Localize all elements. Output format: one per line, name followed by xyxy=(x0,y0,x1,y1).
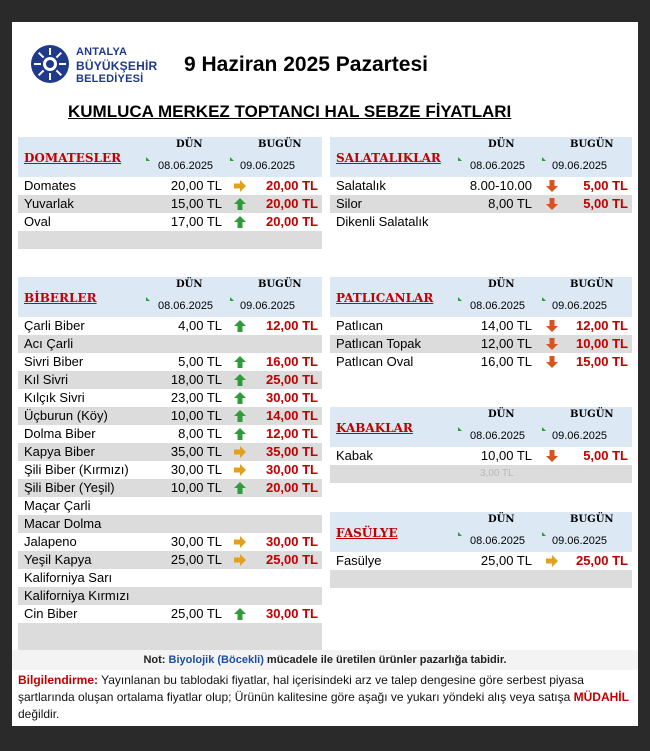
page-title: KUMLUCA MERKEZ TOPTANCI HAL SEBZE FİYATLARI xyxy=(68,102,512,121)
product-name: Maçar Çarli xyxy=(24,498,91,513)
table-row xyxy=(18,407,322,425)
product-name: Patlıcan Oval xyxy=(336,354,414,369)
section-header xyxy=(330,512,632,552)
current-price: 30,00 TL xyxy=(265,462,318,477)
table-row xyxy=(18,479,322,497)
prev-date: 08.06.2025 xyxy=(158,160,214,172)
product-name: Şili Biber (Kırmızı) xyxy=(24,462,129,477)
current-price: 20,00 TL xyxy=(265,480,318,495)
prev-col-label: DÜN xyxy=(488,409,515,420)
down-icon xyxy=(546,356,558,368)
section-header xyxy=(330,407,632,447)
up-icon xyxy=(234,356,246,368)
note-prefix: Not: xyxy=(143,654,166,666)
section-domatesler xyxy=(18,137,322,249)
product-name: Kapya Biber xyxy=(24,444,95,459)
prev-col-label: DÜN xyxy=(488,514,515,525)
info-paragraph xyxy=(18,672,632,723)
product-name: Silor xyxy=(336,196,363,211)
product-name: Patlıcan xyxy=(336,318,383,333)
product-name: Dolma Biber xyxy=(24,426,96,441)
cell-marker-icon xyxy=(230,297,234,301)
table-row xyxy=(330,335,632,353)
note-highlight: Biyolojik (Böcekli) xyxy=(168,654,264,666)
section-rows xyxy=(330,317,632,371)
current-price: 10,00 TL xyxy=(575,336,628,351)
price-sheet xyxy=(12,22,638,726)
product-name: Domates xyxy=(24,178,77,193)
info-end: değildir. xyxy=(18,707,60,721)
table-row xyxy=(18,353,322,371)
footer-note xyxy=(12,650,638,670)
cur-col-label: BUGÜN xyxy=(258,279,302,290)
product-name: Cin Biber xyxy=(24,606,78,621)
section-name: DOMATESLER xyxy=(24,151,122,165)
cell-marker-icon xyxy=(458,297,462,301)
table-row xyxy=(18,443,322,461)
antalya-sun-logo-icon xyxy=(30,44,70,84)
cur-date: 09.06.2025 xyxy=(240,300,296,312)
current-price: 25,00 TL xyxy=(265,552,318,567)
product-name: Patlıcan Topak xyxy=(336,336,422,351)
table-row xyxy=(330,213,632,231)
prev-price: 25,00 TL xyxy=(480,553,532,568)
table-row xyxy=(18,497,322,515)
cell-marker-icon xyxy=(458,532,462,536)
product-name: Çarli Biber xyxy=(24,318,85,333)
prev-price: 4,00 TL xyxy=(178,318,222,333)
down-icon xyxy=(546,320,558,332)
current-price: 12,00 TL xyxy=(265,318,318,333)
product-name: Üçburun (Köy) xyxy=(24,408,108,423)
prev-date: 08.06.2025 xyxy=(470,430,526,442)
filler-row xyxy=(18,231,322,249)
table-row xyxy=(330,177,632,195)
section-rows xyxy=(330,177,632,231)
down-icon xyxy=(546,450,558,462)
prev-price: 10,00 TL xyxy=(170,408,222,423)
section-patlicanlar xyxy=(330,277,632,371)
cur-date: 09.06.2025 xyxy=(552,300,608,312)
filler-row xyxy=(330,570,632,588)
table-row xyxy=(18,371,322,389)
prev-col-label: DÜN xyxy=(488,139,515,150)
product-name: Kaliforniya Sarı xyxy=(24,570,113,585)
prev-date: 08.06.2025 xyxy=(470,535,526,547)
page-date: 9 Haziran 2025 Pazartesi xyxy=(184,53,428,76)
section-rows xyxy=(330,447,632,465)
section-name: SALATALIKLAR xyxy=(336,151,441,165)
prev-date: 08.06.2025 xyxy=(470,300,526,312)
prev-date: 08.06.2025 xyxy=(158,300,214,312)
up-icon xyxy=(234,392,246,404)
current-price: 25,00 TL xyxy=(575,553,628,568)
prev-price: 20,00 TL xyxy=(170,178,222,193)
filler-row xyxy=(330,465,632,483)
section-salataliklar xyxy=(330,137,632,231)
same-icon xyxy=(546,555,558,567)
prev-price: 17,00 TL xyxy=(170,214,222,229)
current-price: 25,00 TL xyxy=(265,372,318,387)
current-price: 12,00 TL xyxy=(265,426,318,441)
prev-price: 30,00 TL xyxy=(170,534,222,549)
table-row xyxy=(18,515,322,533)
current-price: 30,00 TL xyxy=(265,390,318,405)
prev-price: 35,00 TL xyxy=(170,444,222,459)
prev-col-label: DÜN xyxy=(176,279,203,290)
product-name: Acı Çarli xyxy=(24,336,74,351)
up-icon xyxy=(234,608,246,620)
product-name: Macar Dolma xyxy=(24,516,102,531)
org-name-line: BÜYÜKŞEHİR xyxy=(76,59,158,73)
same-icon xyxy=(234,180,246,192)
table-row xyxy=(330,317,632,335)
info-emphasis: MÜDAHİL xyxy=(573,690,629,704)
prev-price: 8.00-10.00 xyxy=(469,178,532,193)
prev-price: 10,00 TL xyxy=(480,448,532,463)
product-name: Kaliforniya Kırmızı xyxy=(24,588,130,603)
section-rows xyxy=(18,317,322,623)
current-price: 20,00 TL xyxy=(265,196,318,211)
table-row xyxy=(330,447,632,465)
product-name: Salatalık xyxy=(336,178,386,193)
up-icon xyxy=(234,482,246,494)
current-price: 30,00 TL xyxy=(265,534,318,549)
current-price: 20,00 TL xyxy=(265,214,318,229)
cell-marker-icon xyxy=(542,427,546,431)
prev-price: 8,00 TL xyxy=(178,426,222,441)
section-header xyxy=(18,277,322,317)
current-price: 5,00 TL xyxy=(583,196,628,211)
section-biberler xyxy=(18,277,322,663)
up-icon xyxy=(234,216,246,228)
up-icon xyxy=(234,320,246,332)
table-row xyxy=(18,317,322,335)
table-row xyxy=(18,569,322,587)
product-name: Kılçık Sivri xyxy=(24,390,85,405)
cur-col-label: BUGÜN xyxy=(258,139,302,150)
section-name: BİBERLER xyxy=(24,291,97,305)
current-price: 5,00 TL xyxy=(583,448,628,463)
table-row xyxy=(18,605,322,623)
prev-price: 25,00 TL xyxy=(170,552,222,567)
cur-col-label: BUGÜN xyxy=(570,514,614,525)
product-name: Şili Biber (Yeşil) xyxy=(24,480,115,495)
table-row xyxy=(18,389,322,407)
product-name: Oval xyxy=(24,214,51,229)
cur-col-label: BUGÜN xyxy=(570,409,614,420)
product-name: Sivri Biber xyxy=(24,354,84,369)
cell-marker-icon xyxy=(146,297,150,301)
faded-price: 3,00 TL xyxy=(480,468,514,479)
up-icon xyxy=(234,198,246,210)
cur-date: 09.06.2025 xyxy=(552,430,608,442)
cell-marker-icon xyxy=(542,157,546,161)
table-row xyxy=(18,587,322,605)
table-row xyxy=(330,552,632,570)
table-row xyxy=(18,533,322,551)
prev-col-label: DÜN xyxy=(488,279,515,290)
section-name: KABAKLAR xyxy=(336,421,413,435)
cur-col-label: BUGÜN xyxy=(570,279,614,290)
down-icon xyxy=(546,198,558,210)
product-name: Kıl Sivri xyxy=(24,372,69,387)
section-rows xyxy=(18,177,322,231)
section-header xyxy=(330,277,632,317)
same-icon xyxy=(234,464,246,476)
prev-price: 15,00 TL xyxy=(170,196,222,211)
prev-price: 12,00 TL xyxy=(480,336,532,351)
up-icon xyxy=(234,428,246,440)
prev-price: 8,00 TL xyxy=(488,196,532,211)
table-row xyxy=(330,353,632,371)
table-row xyxy=(18,177,322,195)
current-price: 20,00 TL xyxy=(265,178,318,193)
cell-marker-icon xyxy=(542,532,546,536)
prev-col-label: DÜN xyxy=(176,139,203,150)
cell-marker-icon xyxy=(542,297,546,301)
prev-price: 14,00 TL xyxy=(480,318,532,333)
product-name: Yuvarlak xyxy=(24,196,74,211)
table-row xyxy=(18,425,322,443)
cur-date: 09.06.2025 xyxy=(240,160,296,172)
prev-price: 18,00 TL xyxy=(170,372,222,387)
same-icon xyxy=(234,554,246,566)
table-row xyxy=(18,213,322,231)
product-name: Dikenli Salatalık xyxy=(336,214,429,229)
current-price: 12,00 TL xyxy=(575,318,628,333)
current-price: 14,00 TL xyxy=(265,408,318,423)
prev-date: 08.06.2025 xyxy=(470,160,526,172)
cur-col-label: BUGÜN xyxy=(570,139,614,150)
prev-price: 10,00 TL xyxy=(170,480,222,495)
info-text: Yayınlanan bu tablodaki fiyatlar, hal içerisindeki arz ve talep dengesine göre serbest piyasa şartlarında oluşan ortalama fiyatlar olup; Ürünün kalitesine göre aşağı ve yukarı yöndeki alış veya satışa xyxy=(18,673,584,704)
down-icon xyxy=(546,180,558,192)
prev-price: 5,00 TL xyxy=(178,354,222,369)
cell-marker-icon xyxy=(458,157,462,161)
note-text: mücadele ile üretilen ürünler pazarlığa tabidir. xyxy=(266,654,507,666)
same-icon xyxy=(234,536,246,548)
section-name: PATLICANLAR xyxy=(336,291,434,305)
section-header xyxy=(330,137,632,177)
org-name-line: ANTALYA xyxy=(76,46,128,58)
up-icon xyxy=(234,410,246,422)
prev-price: 16,00 TL xyxy=(480,354,532,369)
product-name: Fasülye xyxy=(336,553,382,568)
product-name: Jalapeno xyxy=(24,534,77,549)
current-price: 30,00 TL xyxy=(265,606,318,621)
same-icon xyxy=(234,446,246,458)
section-rows xyxy=(330,552,632,570)
prev-price: 25,00 TL xyxy=(170,606,222,621)
product-name: Kabak xyxy=(336,448,373,463)
cell-marker-icon xyxy=(230,157,234,161)
section-fasulye xyxy=(330,512,632,588)
table-row xyxy=(18,551,322,569)
cur-date: 09.06.2025 xyxy=(552,535,608,547)
prev-price: 30,00 TL xyxy=(170,462,222,477)
up-icon xyxy=(234,374,246,386)
section-header xyxy=(18,137,322,177)
product-name: Yeşil Kapya xyxy=(24,552,92,567)
current-price: 16,00 TL xyxy=(265,354,318,369)
current-price: 15,00 TL xyxy=(575,354,628,369)
cur-date: 09.06.2025 xyxy=(552,160,608,172)
table-row xyxy=(18,195,322,213)
section-kabaklar xyxy=(330,407,632,483)
cell-marker-icon xyxy=(146,157,150,161)
table-row xyxy=(330,195,632,213)
down-icon xyxy=(546,338,558,350)
section-name: FASÜLYE xyxy=(336,526,398,540)
current-price: 5,00 TL xyxy=(583,178,628,193)
current-price: 35,00 TL xyxy=(265,444,318,459)
info-label: Bilgilendirme: xyxy=(18,673,99,687)
prev-price: 23,00 TL xyxy=(170,390,222,405)
table-row xyxy=(18,335,322,353)
org-name-line: BELEDİYESİ xyxy=(76,73,144,85)
cell-marker-icon xyxy=(458,427,462,431)
table-row xyxy=(18,461,322,479)
